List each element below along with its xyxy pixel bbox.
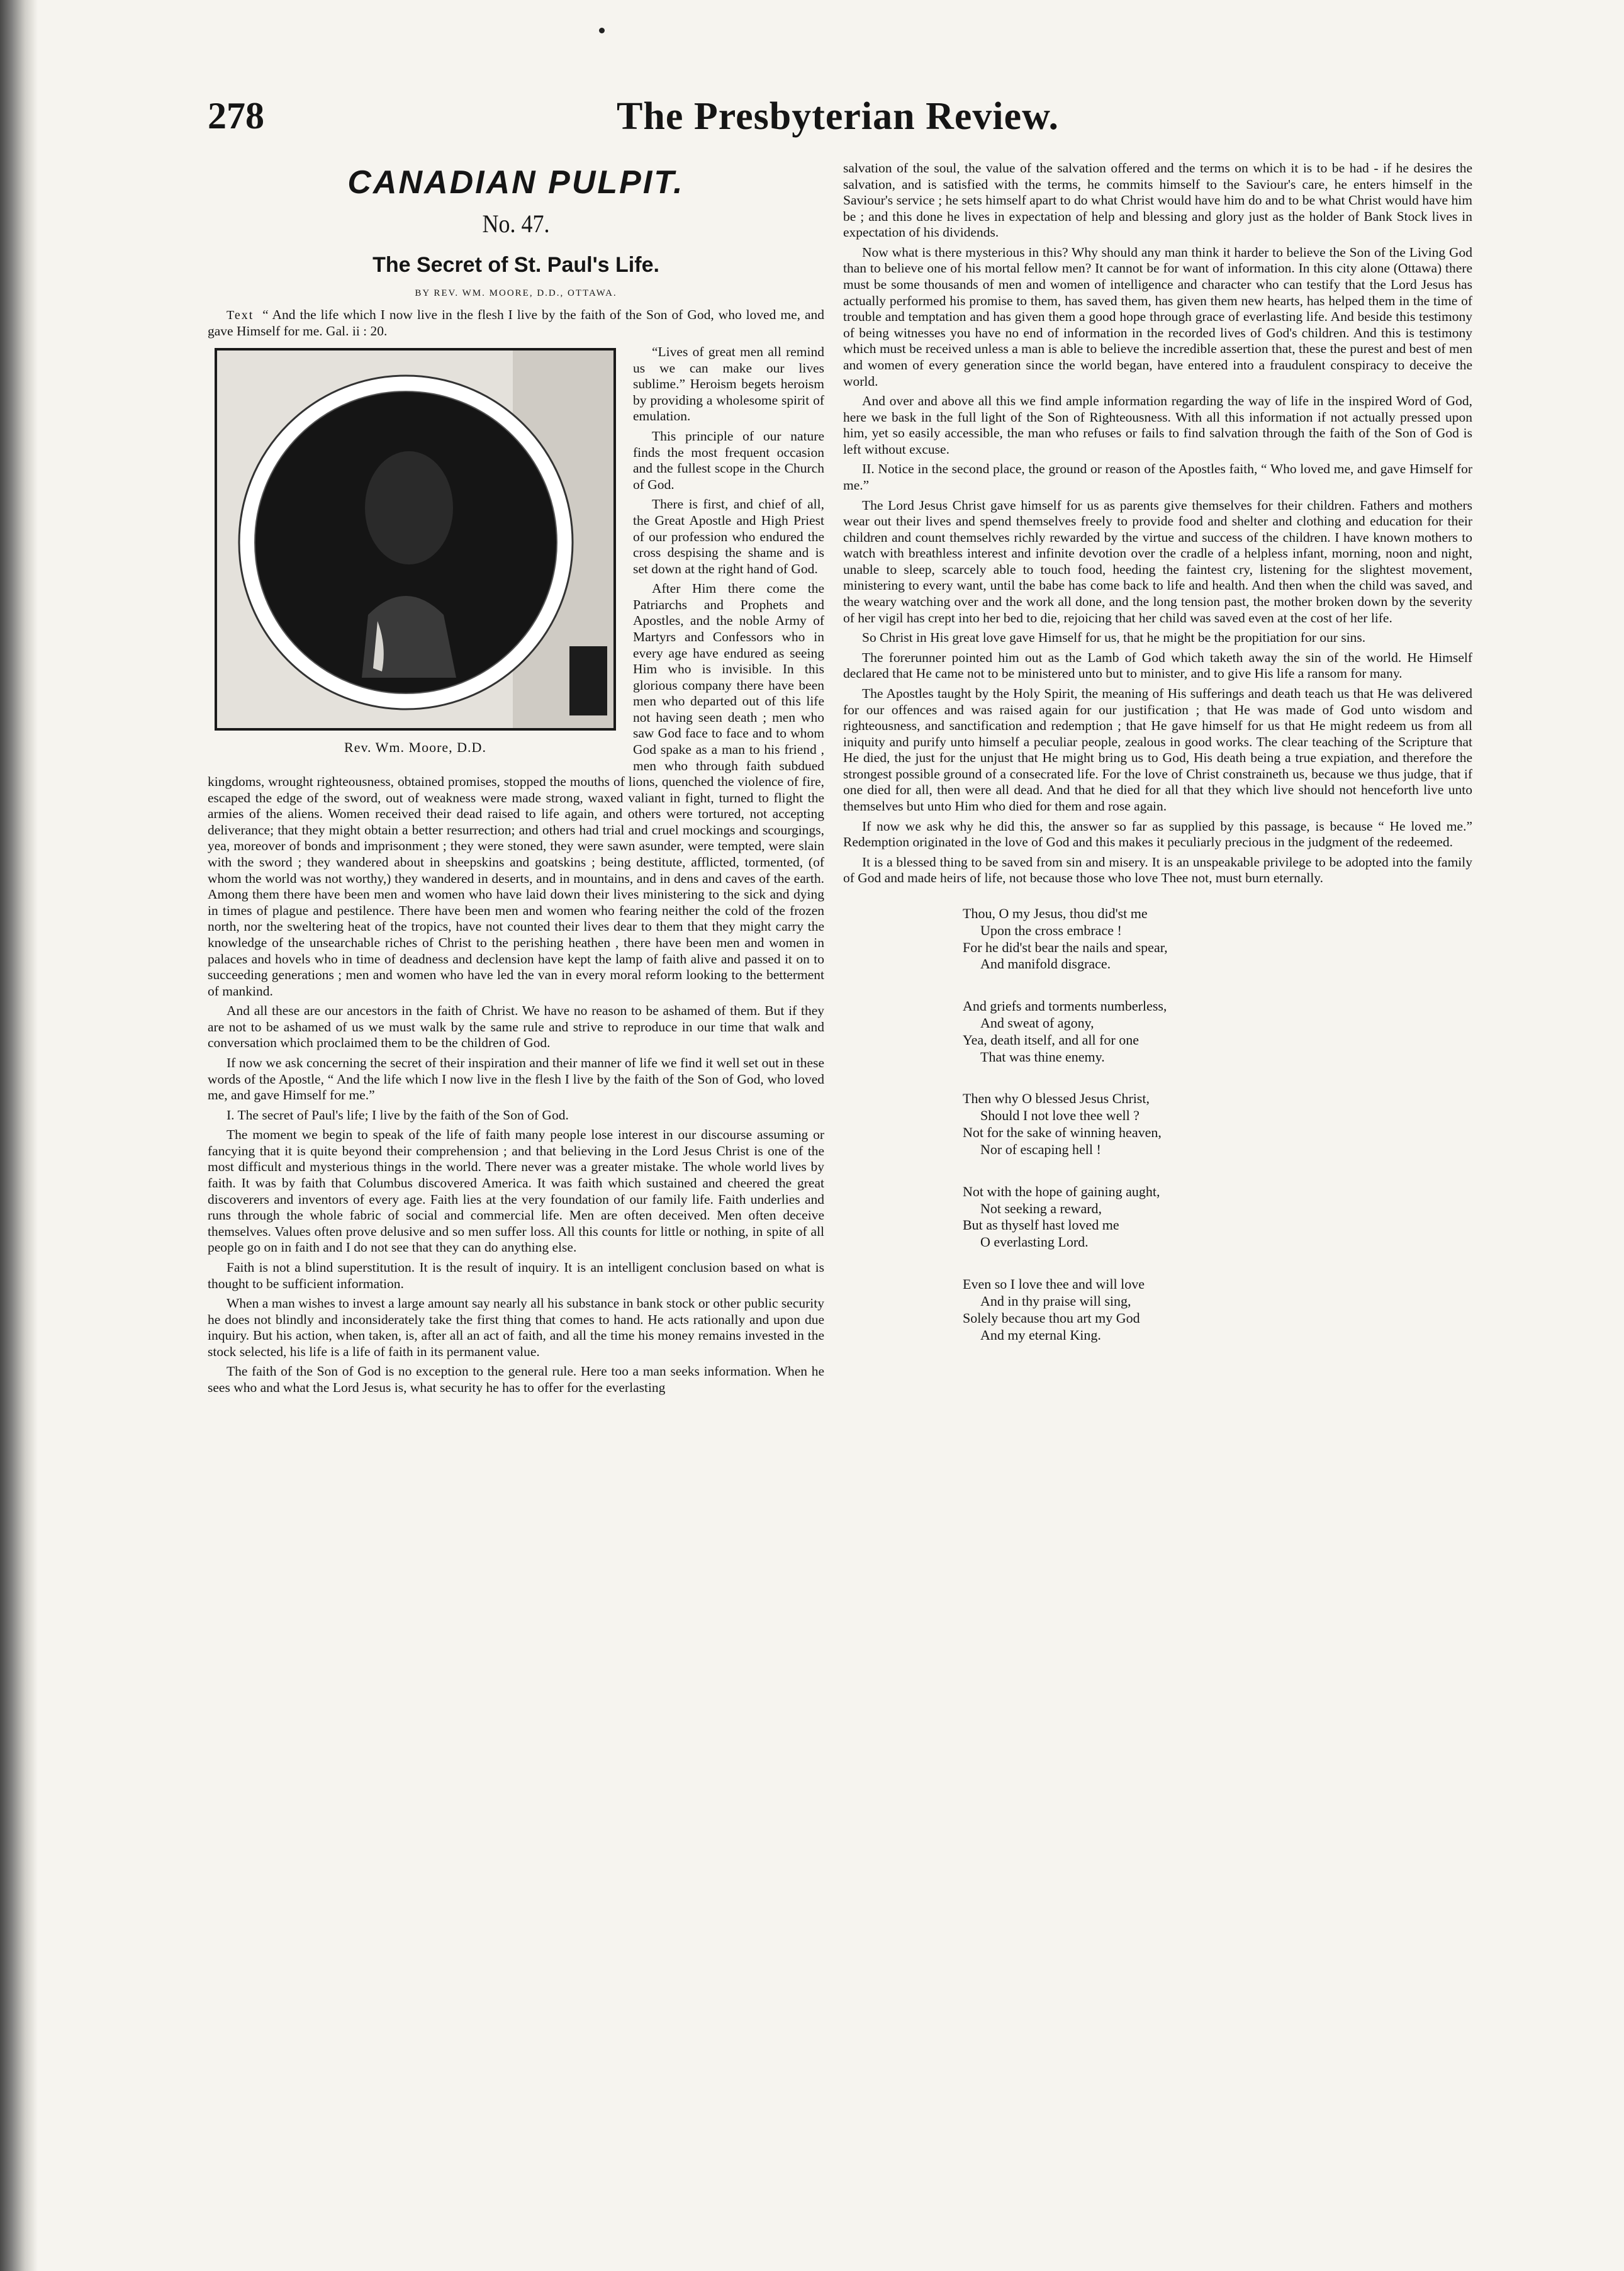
poem-stanza bbox=[963, 998, 1472, 1065]
poem-stanza bbox=[963, 906, 1472, 973]
left-paragraph: I. The secret of Paul's life; I live by the faith of the Son of God. bbox=[227, 1107, 569, 1123]
left-paragraph: After Him there come the Patriarchs and Prophets and Apostles, and the noble Army of Martyrs and Confessors who in every age have endured as seeing Him who is invisible. In this glorious company there have been men who departed out of this life not having seen death ; men who saw God face to face and to whom God spake as a man to his friend , men who through faith subdued kingdoms, wrought righteousness, obtained promises, stopped the mouths of lions, quenched the violence of fire, escaped the edge of the sword, out of weakness were made strong, waxed valiant in fight, turned to flight the armies of the aliens. Women received their dead raised to life again, and others were tortured, not accepting deliverance; that they might obtain a better resurrection; and others had trial and cruel mockings and scourgings, yea, moreover of bonds and imprisonment ; they were stoned, they were sawn asunder, were tempted, were slain with the sword ; they wandered about in sheepskins and goatskins ; being destitute, afflicted, tormented, (of whom the world was not worthy,) they wandered in deserts, and in mountains, and in dens and caves of the earth. Among them there have been men and women who have laid down their lives ministering to the sick and dying in times of plague and pestilence. There have been men and women who fearing neither the cold of the frozen north, nor the sweltering heat of the tropics, have not counted their lives dear to them that they might carry the knowledge of the unsearchable riches of Christ to the perishing heathen , there have been men and women in palaces and hovels who in time of deadness and declension have kept the lamp of faith alive and passed it on to succeeding generations ; men and women who have led the van in every moral reform looking to the betterment of mankind. bbox=[208, 581, 824, 999]
poem-line: And sweat of agony, bbox=[980, 1015, 1094, 1031]
left-column bbox=[208, 160, 824, 2162]
journal-title: The Presbyterian Review. bbox=[617, 95, 1060, 138]
left-paragraph: If now we ask concerning the secret of their inspiration and their manner of life we find it well set out in these words of the Apostle, “ And the life which I now live in the flesh I live by the faith of the Son of God, who loved me, and gave Himself for me.” bbox=[208, 1055, 824, 1103]
page-number: 278 bbox=[208, 95, 264, 137]
poem-line: Then why O blessed Jesus Christ, bbox=[963, 1091, 1150, 1107]
page-edge bbox=[0, 0, 38, 2271]
poem-line: Not seeking a reward, bbox=[980, 1200, 1102, 1216]
left-paragraph: “Lives of great men all remind us we can make our lives sublime.” Heroism begets heroism by providing a wholesome spirit of emulation. bbox=[633, 344, 824, 424]
page-header bbox=[208, 94, 1453, 151]
left-paragraph: And all these are our ancestors in the faith of Christ. We have no reason to be ashamed of them. But if they are not to be ashamed of us we must walk by the same rule and strive to reproduce in our time that walk and conversation which proclaimed them to be the children of God. bbox=[208, 1003, 824, 1051]
poem-line: Nor of escaping hell ! bbox=[980, 1141, 1101, 1157]
poem-line: O everlasting Lord. bbox=[980, 1234, 1089, 1250]
text-body: “ And the life which I now live in the flesh I live by the faith of the Son of God, who loved me, and gave Himself for me. Gal. ii : 20. bbox=[208, 306, 824, 339]
portrait-caption: Rev. Wm. Moore, D.D. bbox=[344, 739, 486, 756]
poem-line: And my eternal King. bbox=[980, 1326, 1101, 1343]
poem-line: And in thy praise will sing, bbox=[980, 1293, 1131, 1309]
poem-line: And griefs and torments numberless, bbox=[963, 998, 1167, 1014]
left-paragraph: Faith is not a blind superstitution. It is the result of inquiry. It is an intelligent conclusion based on what is thought to be sufficient information. bbox=[208, 1259, 824, 1291]
poem-line: Upon the cross embrace ! bbox=[980, 922, 1122, 938]
poem-line: But as thyself hast loved me bbox=[963, 1217, 1119, 1233]
poem-line: For he did'st bear the nails and spear, bbox=[963, 939, 1168, 955]
hymn-poem bbox=[963, 906, 1472, 1344]
left-paragraph: This principle of our nature finds the most frequent occasion and the fullest scope in the Church of God. bbox=[633, 429, 824, 492]
right-paragraph: salvation of the soul, the value of the salvation offered and the terms on which it is to be had - if he desires the salvation, and is satisfied with the terms, he commits himself to the Saviour's care, he enters himself in the Saviour's service ; he sets himself apart to do what Christ would have him do and to be what Christ would have him be ; and this done he lives in expectation of help and blessing and glory just as the holder of Bank Stock lives in expectation of his dividends. bbox=[843, 160, 1472, 240]
text-label: Text bbox=[227, 308, 254, 322]
left-paragraph: The moment we begin to speak of the life of faith many people lose interest in our discourse assuming or fancying that it is quite beyond their comprehension ; and that believing in the Lord Jesus Christ is one of the most difficult and mysterious things in the world. There never was a greater mistake. The whole world lives by faith. It was by faith that Columbus discovered America. It was faith which sustained and cheered the great discoverers and inventors of every age. Faith lies at the very foundation of our family life. Faith underlies and runs through the whole fabric of social and commercial life. Men are often deceived. Men often deceive themselves. Values often prove delusive and so men suffer loss. All this counts for little or nothing, in spite of all people go on in faith and I do not see that they can do anything else. bbox=[208, 1127, 824, 1255]
scripture-text bbox=[208, 307, 824, 339]
section-title: CANADIAN PULPIT. bbox=[347, 164, 685, 201]
right-paragraph: It is a blessed thing to be saved from sin and misery. It is an unspeakable privilege to be adopted into the family of God and made heirs of life, not because those who love Thee not, must burn eternally. bbox=[843, 854, 1472, 886]
ink-dot bbox=[599, 28, 605, 33]
right-paragraph: The forerunner pointed him out as the Lamb of God which taketh away the sin of the world. He Himself declared that He came not to be ministered unto but to minister, and to give His life a ransom for many. bbox=[843, 649, 1472, 681]
sermon-number: No. 47. bbox=[482, 209, 550, 238]
poem-line: Yea, death itself, and all for one bbox=[963, 1031, 1140, 1048]
right-column bbox=[843, 160, 1472, 2162]
poem-line: Should I not love thee well ? bbox=[980, 1107, 1140, 1124]
poem-line: Solely because thou art my God bbox=[963, 1309, 1140, 1326]
left-paragraph: When a man wishes to invest a large amount say nearly all his substance in bank stock or other public security he does not blindly and inconsiderately take the first thing that comes to hand. He acts rationally and upon due inquiry. But his action, when taken, is, after all an act of faith, and all the time his money remains invested in the stock selected, his life is a life of faith in its permanent value. bbox=[208, 1296, 824, 1359]
portrait-image bbox=[217, 350, 613, 728]
byline: BY REV. WM. MOORE, D.D., OTTAWA. bbox=[415, 288, 617, 298]
right-paragraph: The Lord Jesus Christ gave himself for us as parents give themselves for their children. Fathers and mothers wear out their lives and spend themselves freely to provide food and shelter and clothing and education for their children and count themselves richly rewarded by the virtue and success of the children. I have known mothers to watch with breathless interest and infinite devotion over the cradle of a helpless infant, morning, noon and night, unable to sleep, scarcely able to touch food, heeding the faintest cry, listening for the slightest movement, ministering to every want, until the babe has come back to life and health. And then when the child was saved, and the weary watching over and the work all done, and the long tension past, the mother broken down by the severity of her vigil has crept into her bed to die, rejoicing that her child was saved even at the cost of her life. bbox=[843, 497, 1472, 625]
poem-line: That was thine enemy. bbox=[980, 1048, 1105, 1065]
right-paragraph: Now what is there mysterious in this? Why should any man think it harder to believe the Son of the Living God than to believe one of his mortal fellow men? It cannot be for want of information. In this city alone (Ottawa) there must be some thousands of men and women of intelligence and character who can testify that the Lord Jesus has actually performed his promise to them, has saved them, has given them new hearts, has helped them in the time of trouble and temptation and has given them a good hope through grace of everlasting life. And beside this testimony of being witnesses you have no end of information in the recorded lives of God's children. And this is testimony which must be received unless a man is able to believe the incredible assertion that, these the purest and best of men and women of every generation since the world began, have entered into a fraudulent conspiracy to deceive the world. bbox=[843, 244, 1472, 389]
poem-line: Thou, O my Jesus, thou did'st me bbox=[963, 905, 1148, 921]
poem-stanza bbox=[963, 1276, 1472, 1343]
right-paragraph: II. Notice in the second place, the ground or reason of the Apostles faith, “ Who loved me, and gave Himself for me.” bbox=[843, 461, 1472, 493]
right-paragraph: And over and above all this we find ample information regarding the way of life in the inspired Word of God, here we bask in the full light of the Son of Righteousness. With all this information if not actually pressed upon him, yet so easily accessible, the man who refuses or fails to find salvation through the faith of the Son of God is left without excuse. bbox=[843, 393, 1472, 457]
poem-line: Even so I love thee and will love bbox=[963, 1276, 1145, 1293]
poem-line: Not for the sake of winning heaven, bbox=[963, 1124, 1162, 1141]
sermon-heading bbox=[208, 164, 824, 300]
portrait-frame bbox=[215, 348, 616, 731]
right-paragraph: So Christ in His great love gave Himself for us, that he might be the propitiation for our sins. bbox=[862, 630, 1366, 646]
right-paragraph: The Apostles taught by the Holy Spirit, the meaning of His sufferings and death teach us that He was delivered for our offences and was raised again for our justification ; that He was made of God unto wisdom and righteousness, and sanctification and redemption ; that He gave himself for us that He might redeem us from all iniquity and purify unto himself a peculiar people, zealous in good works. The clear teaching of the Scripture that He died, the just for the unjust that He might bring us to God, His death being a true expiation, and therefore the strongest possible ground of a consecrated life. For the love of Christ constraineth us, because we thus judge, that if one died for all, then were all dead. And that he died for all that they which live should not henceforth live unto themselves but unto Him who died for them and rose again. bbox=[843, 685, 1472, 814]
right-paragraph: If now we ask why he did this, the answer so far as supplied by this passage, is because “ He loved me.” Redemption originated in the love of God and this makes it peculiarly precious in the judgment of the redeemed. bbox=[843, 818, 1472, 850]
poem-line: And manifold disgrace. bbox=[980, 956, 1111, 972]
left-paragraph: The faith of the Son of God is no exception to the general rule. Here too a man seeks information. When he sees who and what the Lord Jesus is, what security he has to offer for the everlasting bbox=[208, 1364, 824, 1395]
sermon-title: The Secret of St. Paul's Life. bbox=[372, 253, 659, 278]
poem-stanza bbox=[963, 1184, 1472, 1251]
poem-stanza bbox=[963, 1091, 1472, 1158]
poem-line: Not with the hope of gaining aught, bbox=[963, 1183, 1160, 1199]
portrait-figure bbox=[208, 348, 623, 756]
left-paragraph: There is first, and chief of all, the Great Apostle and High Priest of our profession who endured the cross despising the shame and is set down at the right hand of God. bbox=[633, 496, 824, 576]
